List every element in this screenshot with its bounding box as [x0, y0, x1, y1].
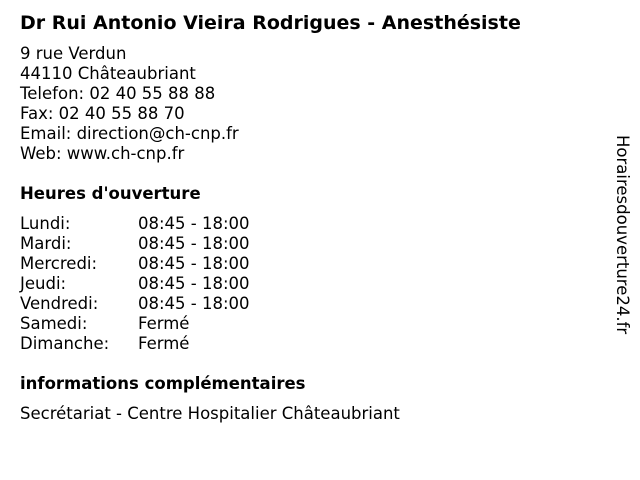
day-label: Lundi:	[20, 214, 71, 233]
day-hours: Fermé	[138, 314, 190, 333]
hours-row-sunday	[20, 334, 340, 354]
site-watermark: Horairesdouverture24.fr	[613, 135, 632, 335]
opening-hours-heading: Heures d'ouverture	[20, 184, 201, 203]
day-hours: 08:45 - 18:00	[138, 274, 250, 293]
day-hours: 08:45 - 18:00	[138, 254, 250, 273]
hours-row-saturday	[20, 314, 340, 334]
day-hours: 08:45 - 18:00	[138, 234, 250, 253]
day-label: Dimanche:	[20, 334, 110, 353]
day-hours: 08:45 - 18:00	[138, 214, 250, 233]
fax-number: Fax: 02 40 55 88 70	[20, 104, 185, 123]
website-address: Web: www.ch-cnp.fr	[20, 144, 185, 163]
additional-info-text: Secrétariat - Centre Hospitalier Châteaubriant	[20, 404, 400, 423]
day-label: Mercredi:	[20, 254, 98, 273]
opening-hours-table	[20, 214, 340, 354]
day-label: Samedi:	[20, 314, 88, 333]
additional-info-heading: informations complémentaires	[20, 374, 306, 393]
day-label: Jeudi:	[20, 274, 67, 293]
day-label: Mardi:	[20, 234, 72, 253]
hours-row-friday	[20, 294, 340, 314]
hours-row-tuesday	[20, 234, 340, 254]
day-hours: 08:45 - 18:00	[138, 294, 250, 313]
hours-row-thursday	[20, 274, 340, 294]
address-city: 44110 Châteaubriant	[20, 64, 196, 83]
day-label: Vendredi:	[20, 294, 99, 313]
hours-row-wednesday	[20, 254, 340, 274]
contact-block	[20, 44, 239, 164]
address-street: 9 rue Verdun	[20, 44, 127, 63]
hours-row-monday	[20, 214, 340, 234]
email-address: Email: direction@ch-cnp.fr	[20, 124, 239, 143]
phone-number: Telefon: 02 40 55 88 88	[20, 84, 216, 103]
page-title: Dr Rui Antonio Vieira Rodrigues - Anesthésiste	[20, 12, 521, 34]
day-hours: Fermé	[138, 334, 190, 353]
